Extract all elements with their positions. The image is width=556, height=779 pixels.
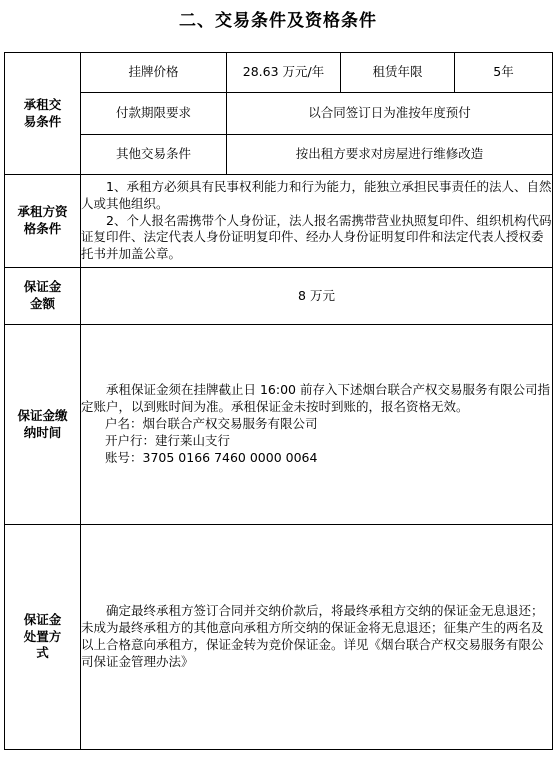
trade-conditions-label (5, 53, 81, 175)
listing-price-label: 挂牌价格 (81, 53, 227, 93)
listing-price-value: 28.63 万元/年 (227, 53, 341, 93)
row-qualification (5, 175, 553, 268)
account-name: 户名：烟台联合产权交易服务有限公司 (105, 416, 318, 432)
lease-term-label: 租赁年限 (341, 53, 455, 93)
row-deposit-disposal (5, 525, 553, 750)
deposit-amount-label-text: 保证金金额 (23, 279, 62, 311)
qualification-item-1: 1、承租方必须具有民事权利能力和行为能力，能独立承担民事责任的法人、自然人或其他组织。 (81, 178, 552, 211)
lease-term-value: 5年 (455, 53, 553, 93)
bank-name: 开户行：建行莱山支行 (105, 432, 231, 448)
qualification-label-text: 承租方资格条件 (17, 204, 68, 236)
payment-time-content (81, 325, 553, 525)
payment-time-label (5, 325, 81, 525)
payment-time-label-text: 保证金缴纳时间 (17, 407, 68, 440)
payment-deadline-label: 付款期限要求 (81, 93, 227, 135)
deposit-amount-value: 8 万元 (81, 268, 553, 325)
row-listing-price (5, 53, 553, 93)
account-number: 账号：3705 0166 7460 0000 0064 (105, 449, 318, 465)
trade-conditions-label-text: 承租交易条件 (23, 96, 62, 129)
row-payment-deadline (5, 93, 553, 135)
qualification-item-2: 2、个人报名需携带个人身份证，法人报名需携带营业执照复印件、组织机构代码证复印件、法定代表人身份证明复印件、经办人身份证明复印件和法定代表人授权委托书并加盖公章。 (81, 212, 552, 262)
other-conditions-label: 其他交易条件 (81, 135, 227, 175)
deposit-disposal-content (81, 525, 553, 750)
deposit-amount-label (5, 268, 81, 325)
payment-deadline-value: 以合同签订日为准按年度预付 (227, 93, 553, 135)
qualification-content (81, 175, 553, 268)
row-other-conditions (5, 135, 553, 175)
section-title: 二、交易条件及资格条件 (179, 11, 377, 31)
row-deposit-amount (5, 268, 553, 325)
other-conditions-value: 按出租方要求对房屋进行维修改造 (227, 135, 553, 175)
row-payment-time (5, 325, 553, 525)
deposit-disposal-text: 确定最终承租方签订合同并交纳价款后，将最终承租方交纳的保证金无息退还；未成为最终承租方的其他意向承租方所交纳的保证金将无息退还；征集产生的两名及以上合格意向承租方，保证金转为竞价保证金。详见《烟台联合产权交易服务有限公司保证金管理办法》 (81, 603, 544, 669)
deposit-disposal-label (5, 525, 81, 750)
payment-time-text: 承租保证金须在挂牌截止日 16:00 前存入下述烟台联合产权交易服务有限公司指定账户，以到账时间为准。承租保证金未按时到账的，报名资格无效。 (81, 382, 550, 415)
conditions-table (4, 52, 553, 750)
deposit-disposal-label-text: 保证金处置方式 (23, 611, 62, 661)
qualification-label (5, 175, 81, 268)
